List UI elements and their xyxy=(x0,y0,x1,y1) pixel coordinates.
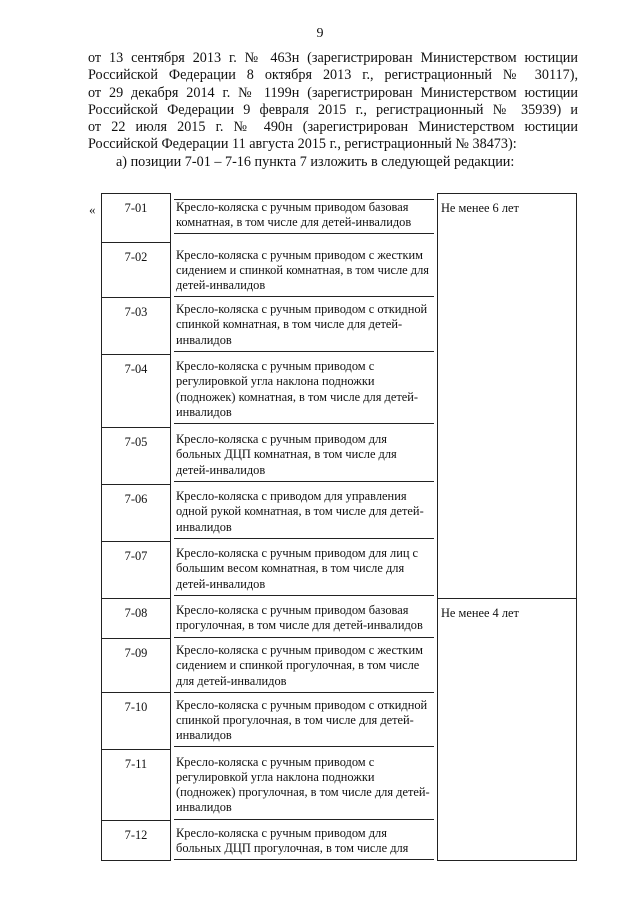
item-description: Кресло-коляска с ручным приводом с регулировкой угла наклона подножки (подножек) прогулочная, в том числе для детей-инвалидов xyxy=(174,755,434,820)
intro-line: Российской Федерации 8 октября 2013 г., регистрационный № 30117), xyxy=(88,67,578,84)
service-life-term: Не менее 6 лет xyxy=(440,201,519,215)
item-code-cell xyxy=(102,194,171,243)
item-code-cell xyxy=(102,297,171,354)
page-number: 9 xyxy=(316,26,324,41)
intro-line: от 29 декабря 2014 г. № 1199н (зарегистрирован Министерством юстиции xyxy=(88,84,578,101)
item-code: 7-12 xyxy=(124,828,148,843)
service-life-term: Не менее 4 лет xyxy=(440,605,519,620)
item-description: Кресло-коляска с ручным приводом для больных ДЦП комнатная, в том числе для детей-инвалидов xyxy=(174,432,434,482)
intro-line: от 22 июля 2015 г. № 490н (зарегистрирован Министерством юстиции xyxy=(88,119,578,136)
item-description-cell xyxy=(171,598,438,638)
wheelchair-items-table xyxy=(101,193,577,861)
intro-line: от 13 сентября 2013 г. № 463н (зарегистрирован Министерством юстиции xyxy=(88,50,578,66)
item-description-cell xyxy=(171,194,438,243)
service-life-cell xyxy=(437,598,576,860)
item-description: Кресло-коляска с ручным приводом базовая прогулочная, в том числе для детей-инвалидов xyxy=(174,603,434,637)
amendment-instruction: а) позиции 7-01 – 7-16 пункта 7 изложить в следующей редакции: xyxy=(116,153,515,170)
item-description-cell xyxy=(171,484,438,541)
item-code: 7-05 xyxy=(124,434,148,449)
item-code-cell xyxy=(102,638,171,693)
item-code-cell xyxy=(102,750,171,821)
table-row xyxy=(102,194,577,243)
item-description: Кресло-коляска с ручным приводом с откидной спинкой комнатная, в том числе для детей-инвалидов xyxy=(174,302,434,352)
item-description: Кресло-коляска с ручным приводом с жестким сидением и спинкой прогулочная, в том числе для детей-инвалидов xyxy=(174,643,434,693)
item-code: 7-10 xyxy=(124,700,148,715)
item-code-cell xyxy=(102,821,171,860)
item-code: 7-06 xyxy=(124,491,148,506)
item-code: 7-08 xyxy=(124,605,148,620)
item-description-cell xyxy=(171,541,438,598)
item-description-cell xyxy=(171,821,438,860)
service-life-cell xyxy=(437,194,576,599)
intro-line: Российской Федерации 9 февраля 2015 г., регистрационный № 35939) и xyxy=(88,101,578,118)
item-description-cell xyxy=(171,638,438,693)
intro-paragraph xyxy=(88,50,578,171)
item-description-cell xyxy=(171,354,438,427)
item-code-cell xyxy=(102,693,171,750)
item-code: 7-04 xyxy=(124,361,148,376)
item-description-cell xyxy=(171,693,438,750)
item-description-cell xyxy=(171,427,438,484)
opening-quote-mark: « xyxy=(89,202,96,217)
item-description: Кресло-коляска с ручным приводом базовая комнатная, в том числе для детей-инвалидов xyxy=(174,199,434,234)
item-code: 7-02 xyxy=(124,250,148,264)
item-description-cell xyxy=(171,243,438,298)
item-code: 7-09 xyxy=(124,645,148,660)
item-description: Кресло-коляска с ручным приводом для больных ДЦП прогулочная, в том числе для xyxy=(174,826,434,860)
item-code-cell xyxy=(102,427,171,484)
item-code-cell xyxy=(102,598,171,638)
item-description: Кресло-коляска с ручным приводом для лиц с большим весом комнатная, в том числе для детей-инвалидов xyxy=(174,546,434,596)
item-code-cell xyxy=(102,541,171,598)
item-description: Кресло-коляска с ручным приводом с жестким сидением и спинкой комнатная, в том числе для детей-инвалидов xyxy=(174,248,434,298)
item-description: Кресло-коляска с приводом для управления одной рукой комнатная, в том числе для детей-инвалидов xyxy=(174,489,434,539)
item-code: 7-01 xyxy=(124,201,148,215)
intro-line: Российской Федерации 11 августа 2015 г., регистрационный № 38473): xyxy=(88,136,517,153)
item-code-cell xyxy=(102,243,171,298)
item-code: 7-11 xyxy=(124,757,148,772)
item-description: Кресло-коляска с ручным приводом с регулировкой угла наклона подножки (подножек) комнатная, в том числе для детей-инвалидов xyxy=(174,359,434,424)
item-code-cell xyxy=(102,484,171,541)
table-row xyxy=(102,598,577,638)
item-description-cell xyxy=(171,297,438,354)
item-code-cell xyxy=(102,354,171,427)
item-description-cell xyxy=(171,750,438,821)
item-code: 7-07 xyxy=(124,548,148,563)
item-description: Кресло-коляска с ручным приводом с откидной спинкой прогулочная, в том числе для детей-инвалидов xyxy=(174,698,434,748)
item-code: 7-03 xyxy=(124,304,148,319)
